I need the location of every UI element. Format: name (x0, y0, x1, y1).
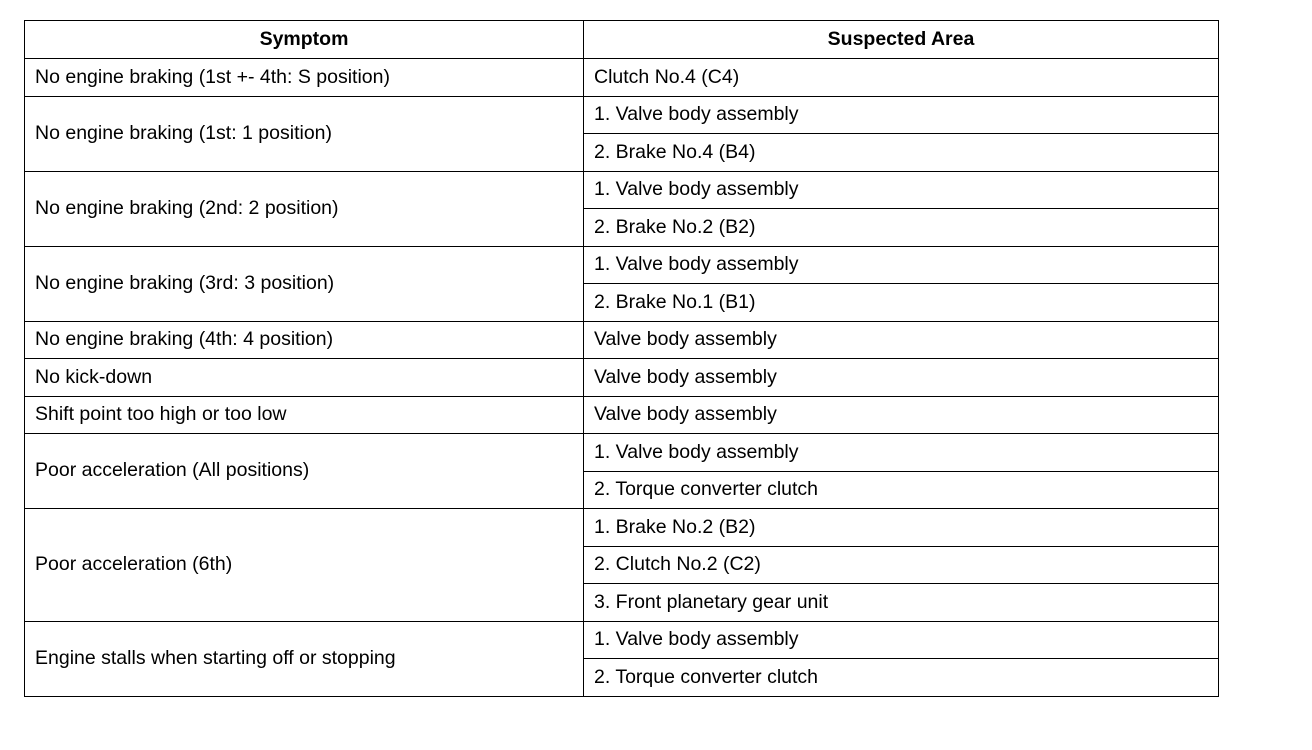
suspected-area-cell: 1. Valve body assembly (584, 96, 1219, 134)
suspected-area-cell: Valve body assembly (584, 359, 1219, 397)
suspected-area-cell: 1. Valve body assembly (584, 434, 1219, 472)
table-body (25, 59, 1219, 697)
suspected-area-cell: 2. Torque converter clutch (584, 659, 1219, 697)
suspected-area-cell: 1. Valve body assembly (584, 171, 1219, 209)
symptom-cell: Engine stalls when starting off or stopping (25, 621, 584, 696)
symptom-cell: No engine braking (1st: 1 position) (25, 96, 584, 171)
suspected-area-cell: 2. Brake No.1 (B1) (584, 284, 1219, 322)
table-row (25, 396, 1219, 434)
suspected-area-cell: 2. Brake No.4 (B4) (584, 134, 1219, 172)
table-header-row (25, 21, 1219, 59)
table-row (25, 359, 1219, 397)
header-symptom: Symptom (25, 21, 584, 59)
suspected-area-cell: Clutch No.4 (C4) (584, 59, 1219, 97)
symptom-cell: Shift point too high or too low (25, 396, 584, 434)
symptom-cell: No engine braking (1st +- 4th: S position) (25, 59, 584, 97)
suspected-area-cell: 2. Clutch No.2 (C2) (584, 546, 1219, 584)
symptom-cell: Poor acceleration (6th) (25, 509, 584, 622)
symptom-table (24, 20, 1219, 697)
suspected-area-cell: 1. Valve body assembly (584, 246, 1219, 284)
symptom-cell: No engine braking (3rd: 3 position) (25, 246, 584, 321)
header-suspected-area: Suspected Area (584, 21, 1219, 59)
suspected-area-cell: Valve body assembly (584, 396, 1219, 434)
table-row (25, 59, 1219, 97)
suspected-area-cell: Valve body assembly (584, 321, 1219, 359)
table-row (25, 96, 1219, 134)
table-row (25, 321, 1219, 359)
suspected-area-cell: 1. Valve body assembly (584, 621, 1219, 659)
symptom-cell: No engine braking (4th: 4 position) (25, 321, 584, 359)
table-row (25, 621, 1219, 659)
table-row (25, 171, 1219, 209)
table-row (25, 509, 1219, 547)
table-row (25, 434, 1219, 472)
suspected-area-cell: 3. Front planetary gear unit (584, 584, 1219, 622)
suspected-area-cell: 2. Brake No.2 (B2) (584, 209, 1219, 247)
suspected-area-cell: 1. Brake No.2 (B2) (584, 509, 1219, 547)
suspected-area-cell: 2. Torque converter clutch (584, 471, 1219, 509)
symptom-cell: No engine braking (2nd: 2 position) (25, 171, 584, 246)
symptom-cell: Poor acceleration (All positions) (25, 434, 584, 509)
symptom-cell: No kick-down (25, 359, 584, 397)
table-row (25, 246, 1219, 284)
